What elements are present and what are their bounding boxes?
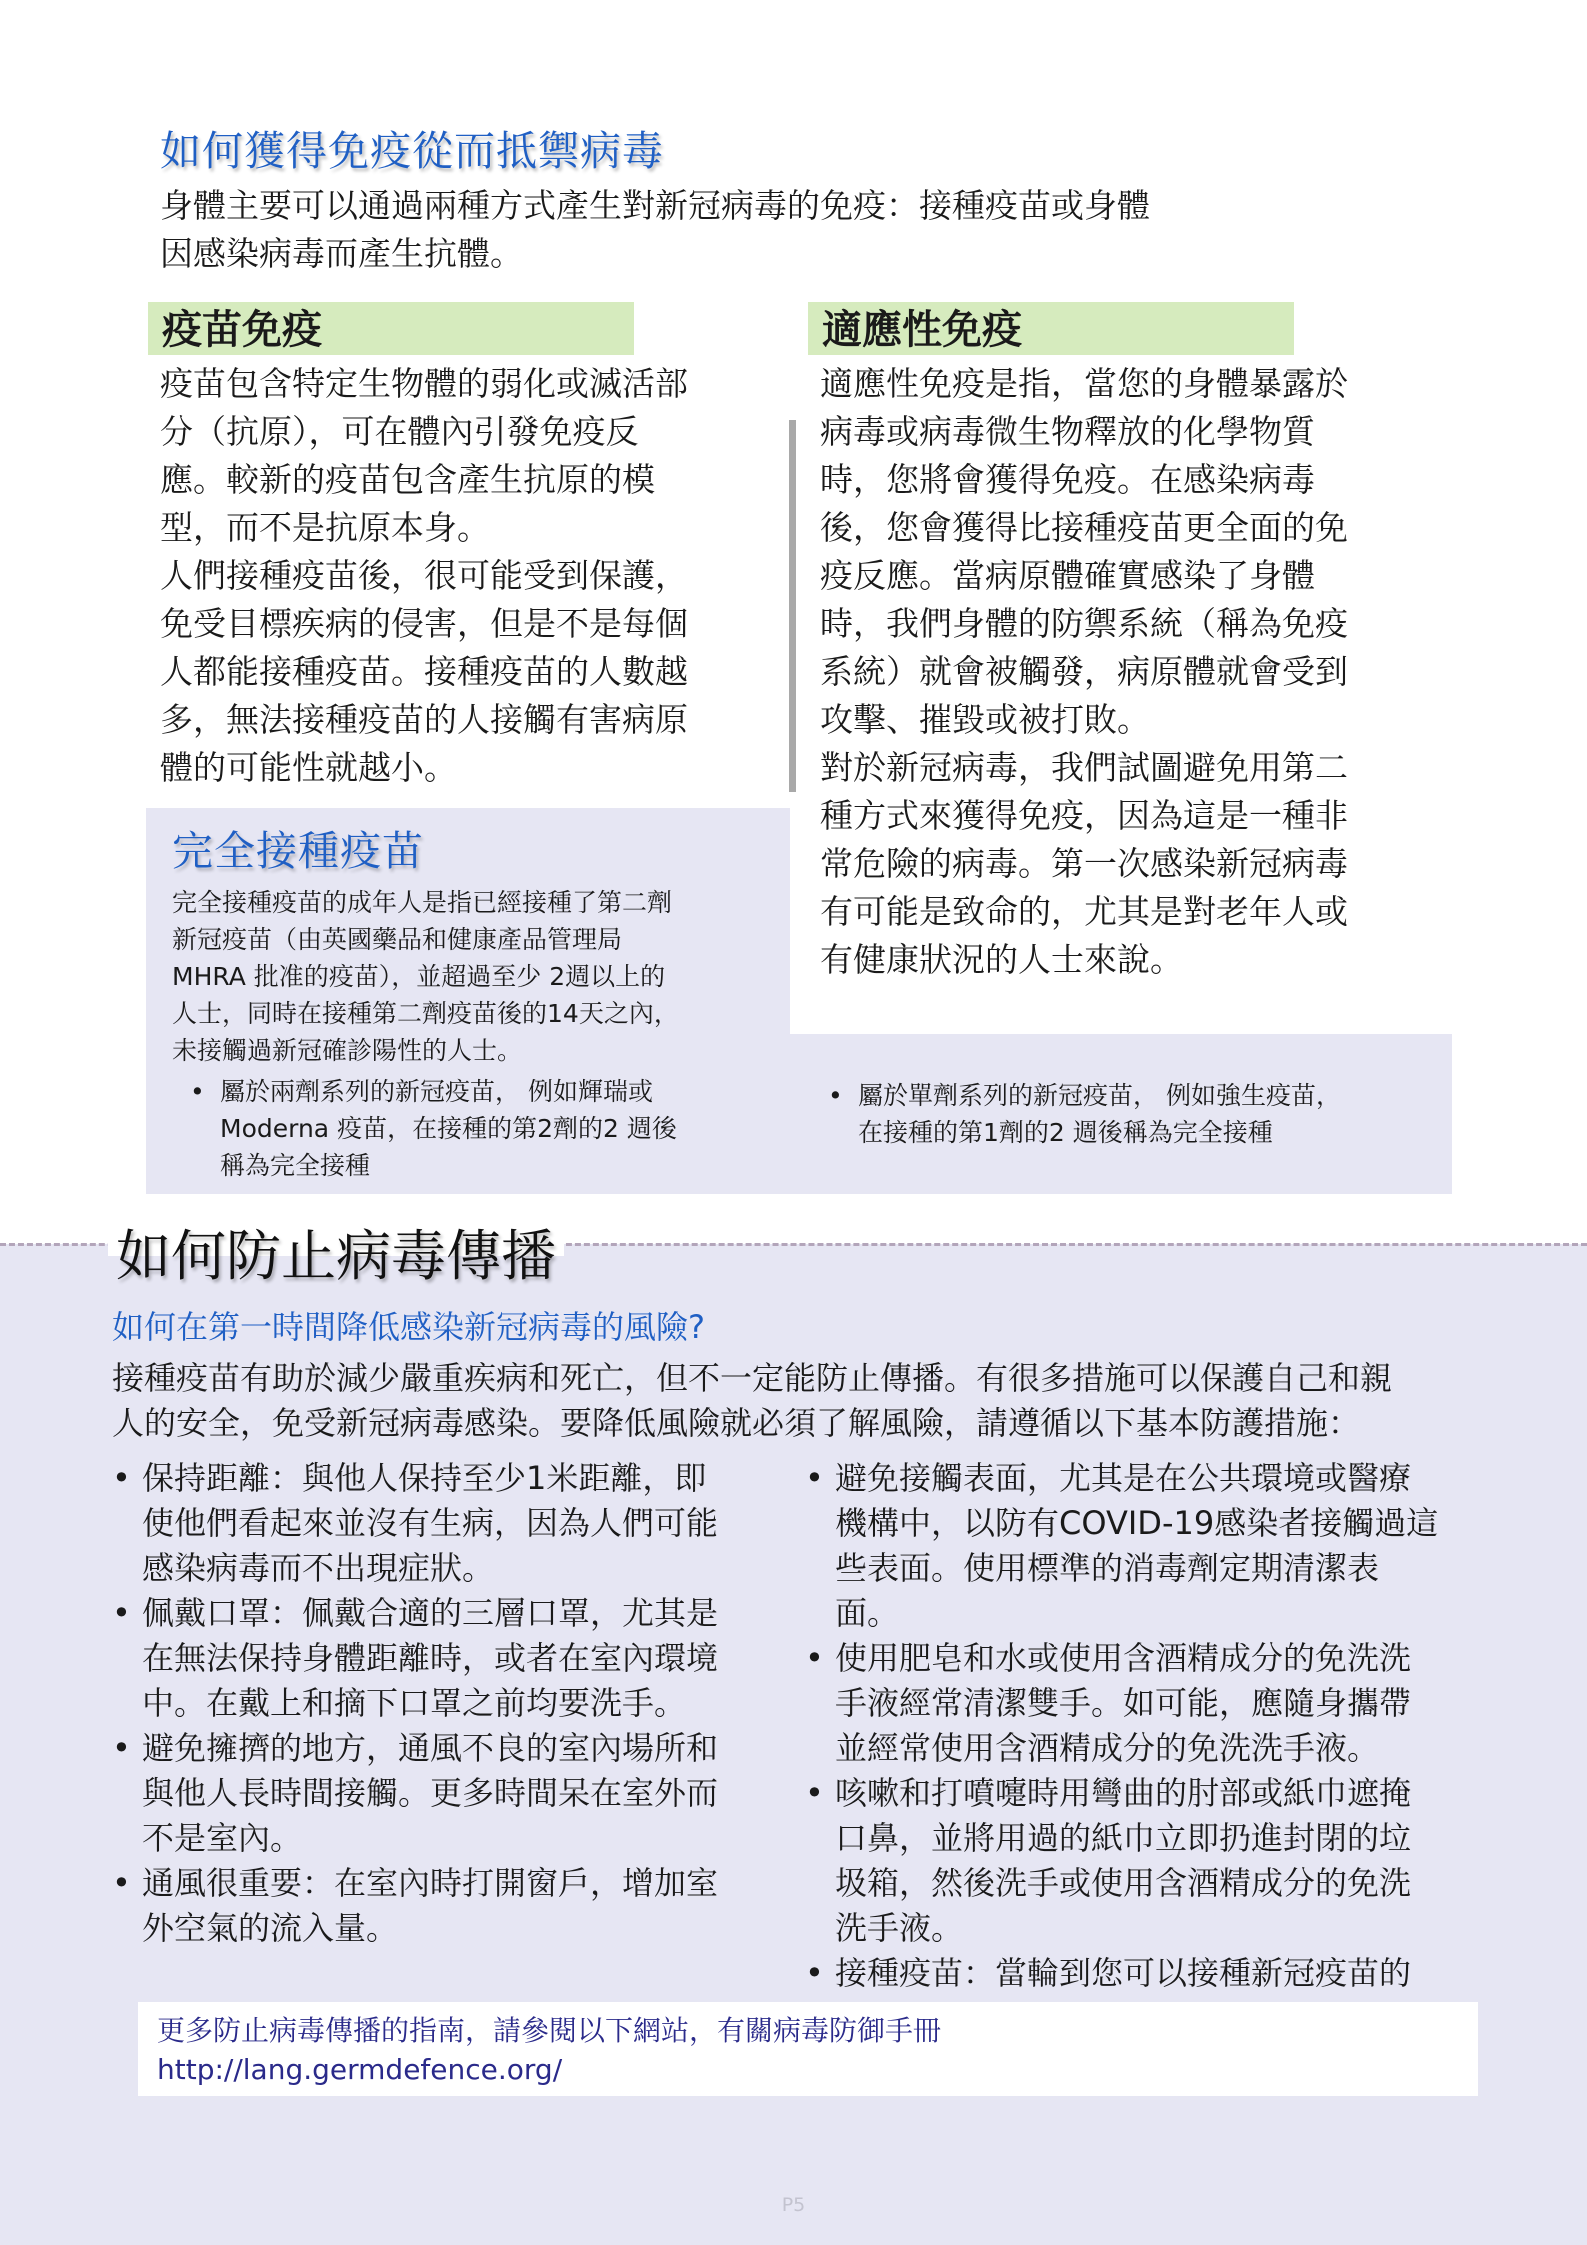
bullet-line: 並經常使用含酒精成分的免洗洗手液。: [835, 1729, 1380, 1767]
fully-vaccinated-line: 完全接種疫苗的成年人是指已經接種了第二劑: [172, 888, 673, 917]
vaccine-immunity-heading: 疫苗免疫: [148, 302, 634, 355]
column-divider: [789, 420, 796, 792]
bullet-line: • 佩戴口罩：佩戴合適的三層口罩，尤其是: [142, 1594, 719, 1632]
prevention-intro-line: 人的安全，免受新冠病毒感染。要降低風險就必須了解風險，請遵循以下基本防護措施：: [112, 1404, 1361, 1442]
immunity-intro: [160, 182, 1360, 278]
fully-vaccinated-line: MHRA 批准的疫苗），並超過至少 2週以上的: [172, 962, 666, 991]
avoid-surfaces-bullet: [835, 1456, 1475, 1636]
adaptive-line: 系統）就會被觸發，病原體就會受到: [820, 652, 1348, 691]
adaptive-line: 後，您會獲得比接種疫苗更全面的免: [820, 508, 1348, 547]
adaptive-line: 對於新冠病毒，我們試圖避免用第二: [820, 748, 1348, 787]
bullet-line: 與他人長時間接觸。更多時間呆在室外而: [142, 1774, 719, 1812]
single-dose-line: • 屬於單劑系列的新冠疫苗， 例如強生疫苗，: [858, 1081, 1341, 1110]
ventilation-bullet: [142, 1861, 782, 1951]
bullet-line: 使他們看起來並沒有生病，因為人們可能: [142, 1504, 719, 1542]
bullet-line: 機構中，以防有COVID-19感染者接觸過這: [835, 1504, 1439, 1542]
vaccine-line: 應。較新的疫苗包含產生抗原的模: [160, 460, 655, 499]
vaccine-line: 多，無法接種疫苗的人接觸有害病原: [160, 700, 688, 739]
bullet-line: 面。: [835, 1594, 900, 1632]
guide-text: 更多防止病毒傳播的指南，請參閱以下網站，有關病毒防御手冊: [157, 2014, 942, 2047]
bullet-line: • 使用肥皂和水或使用含酒精成分的免洗洗: [835, 1639, 1412, 1677]
fully-vaccinated-line: 人士，同時在接種第二劑疫苗後的14天之內，: [172, 999, 679, 1028]
adaptive-line: 有可能是致命的，尤其是對老年人或: [820, 892, 1348, 931]
bullet-line: • 通風很重要：在室內時打開窗戶，增加室: [142, 1864, 719, 1902]
fully-vaccinated-line: 未接觸過新冠確診陽性的人士。: [172, 1036, 523, 1065]
bullet-line: 洗手液。: [835, 1909, 964, 1947]
bullet-line: • 避免接觸表面，尤其是在公共環境或醫療: [835, 1459, 1412, 1497]
adaptive-line: 適應性免疫是指，當您的身體暴露於: [820, 364, 1348, 403]
bullet-line: 些表面。使用標準的消毒劑定期清潔表: [835, 1549, 1380, 1587]
fully-vaccinated-text: [172, 884, 772, 1069]
avoid-crowds-bullet: [142, 1726, 782, 1861]
vaccine-line: 分（抗原），可在體內引發免疫反: [160, 412, 639, 451]
bullet-line: • 咳嗽和打噴嚏時用彎曲的肘部或紙巾遮掩: [835, 1774, 1412, 1812]
bullet-line: 感染病毒而不出現症狀。: [142, 1549, 495, 1587]
adaptive-line: 有健康狀況的人士來說。: [820, 940, 1183, 979]
vaccine-immunity-text: [160, 360, 780, 792]
vaccine-line: 體的可能性就越小。: [160, 748, 457, 787]
bullet-line: 不是室內。: [142, 1819, 303, 1857]
bullet-line: • 接種疫苗：當輪到您可以接種新冠疫苗的: [835, 1954, 1412, 1992]
bullet-line: 手液經常清潔雙手。如可能，應隨身攜帶: [835, 1684, 1412, 1722]
vaccine-line: 疫苗包含特定生物體的弱化或滅活部: [160, 364, 688, 403]
two-dose-bullet-list: [220, 1073, 780, 1184]
germdefence-link[interactable]: http://lang.germdefence.org/: [157, 2053, 563, 2086]
get-vaccinated-bullet: [835, 1951, 1475, 1996]
immunity-intro-line: 身體主要可以通過兩種方式產生對新冠病毒的免疫：接種疫苗或身體: [160, 186, 1150, 225]
single-dose-bullet-list: [858, 1077, 1438, 1151]
single-dose-line: 在接種的第1劑的2 週後稱為完全接種: [858, 1118, 1273, 1147]
two-dose-bullet: [220, 1073, 780, 1184]
keep-distance-bullet: [142, 1456, 782, 1591]
immunity-intro-line: 因感染病毒而產生抗體。: [160, 234, 523, 273]
prevention-subtitle: 如何在第一時間降低感染新冠病毒的風險?: [112, 1308, 705, 1346]
adaptive-line: 攻擊、摧毀或被打敗。: [820, 700, 1150, 739]
bullet-line: 中。在戴上和摘下口罩之前均要洗手。: [142, 1684, 687, 1722]
adaptive-line: 病毒或病毒微生物釋放的化學物質: [820, 412, 1315, 451]
two-dose-line: Moderna 疫苗，在接種的第2劑的2 週後: [220, 1114, 677, 1143]
single-dose-bullet: [858, 1077, 1438, 1151]
vaccine-line: 免受目標疾病的侵害，但是不是每個: [160, 604, 688, 643]
adaptive-line: 疫反應。當病原體確實感染了身體: [820, 556, 1315, 595]
wear-mask-bullet: [142, 1591, 782, 1726]
bullet-line: 圾箱，然後洗手或使用含酒精成分的免洗: [835, 1864, 1412, 1902]
two-dose-line: 稱為完全接種: [220, 1151, 371, 1180]
prevention-title: 如何防止病毒傳播: [108, 1220, 564, 1292]
fully-vaccinated-line: 新冠疫苗（由英國藥品和健康產品管理局: [172, 925, 623, 954]
prevention-intro-line: 接種疫苗有助於減少嚴重疾病和死亡，但不一定能防止傳播。有很多措施可以保護自己和親: [112, 1359, 1393, 1397]
bullet-line: 外空氣的流入量。: [142, 1909, 399, 1947]
vaccine-line: 人們接種疫苗後，很可能受到保護，: [160, 556, 688, 595]
adaptive-line: 種方式來獲得免疫，因為這是一種非: [820, 796, 1348, 835]
adaptive-immunity-heading: 適應性免疫: [808, 302, 1294, 355]
adaptive-line: 時，您將會獲得免疫。在感染病毒: [820, 460, 1315, 499]
prevention-intro: [112, 1356, 1532, 1446]
two-dose-line: • 屬於兩劑系列的新冠疫苗， 例如輝瑞或: [220, 1077, 653, 1106]
prevention-right-list: [835, 1456, 1475, 1996]
vaccine-line: 人都能接種疫苗。接種疫苗的人數越: [160, 652, 688, 691]
page-number: P5: [781, 2194, 806, 2216]
bullet-line: • 避免擁擠的地方，通風不良的室內場所和: [142, 1729, 719, 1767]
vaccine-line: 型，而不是抗原本身。: [160, 508, 490, 547]
wash-hands-bullet: [835, 1636, 1475, 1771]
fully-vaccinated-heading: 完全接種疫苗: [172, 827, 424, 875]
cover-cough-bullet: [835, 1771, 1475, 1951]
bullet-line: • 保持距離：與他人保持至少1米距離，即: [142, 1459, 707, 1497]
bullet-line: 口鼻，並將用過的紙巾立即扔進封閉的垃: [835, 1819, 1412, 1857]
adaptive-line: 常危險的病毒。第一次感染新冠病毒: [820, 844, 1348, 883]
adaptive-immunity-text: [820, 360, 1440, 984]
bullet-line: 在無法保持身體距離時，或者在室內環境: [142, 1639, 719, 1677]
adaptive-line: 時，我們身體的防禦系統（稱為免疫: [820, 604, 1348, 643]
prevention-left-list: [142, 1456, 782, 1951]
immunity-title: 如何獲得免疫從而抵禦病毒: [160, 127, 664, 175]
